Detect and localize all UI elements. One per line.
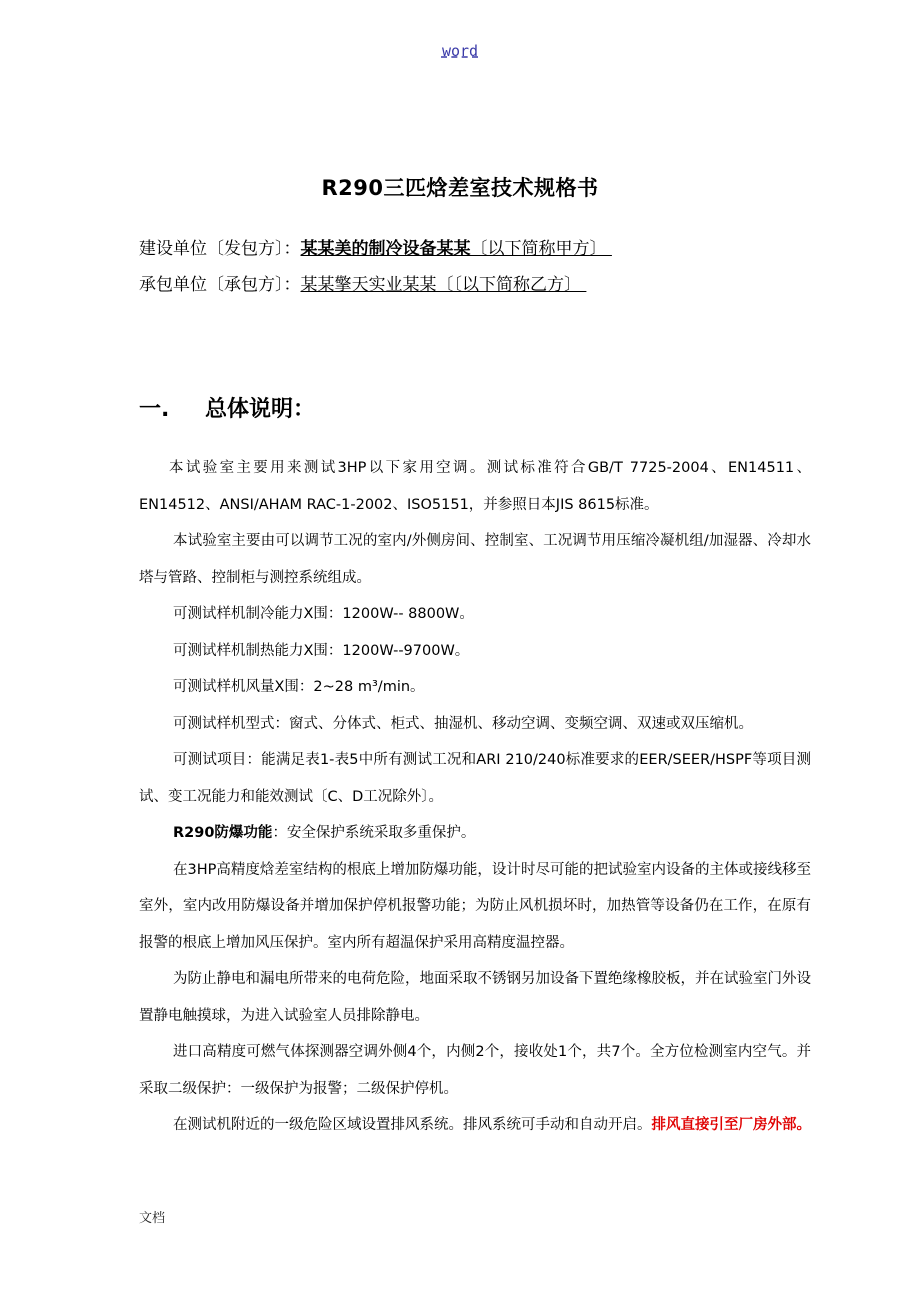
party-b-line [139,270,586,295]
section-title: 总体说明： [205,397,316,422]
paragraph: 为防止静电和漏电所带来的电荷危险，地面采取不锈钢另加设备下置绝缘橡胶板，并在试验室门外设置静电触摸球，为进入试验室人员排除静电。 [139,971,811,1024]
section-number: 一. [139,397,170,422]
section-heading [139,392,315,423]
party-a-name: 某某美的制冷设备某某 [300,239,471,259]
r290-text: ：安全保护系统采取多重保护。 [272,825,476,841]
party-a-value [301,239,612,259]
paragraph: 可测试样机制冷能力X围：1200W-- 8800W。 [173,606,474,622]
paragraph: 本试验室主要用来测试3HP以下家用空调。测试标准符合GB/T 7725-2004、EN14511、EN14512、ANSI/AHAM RAC-1-2002、ISO5151，并参照日本JIS 8615标准。 [139,460,811,513]
party-b-label: 承包单位〔承包方〕： [139,275,301,295]
header-word-link[interactable]: word [441,42,479,60]
exhaust-text: 在测试机附近的一级危险区域设置排风系统。排风系统可手动和自动开启。 [173,1117,652,1133]
r290-paragraph [139,815,811,852]
party-a-label: 建设单位〔发包方〕： [139,239,301,259]
paragraph: 进口高精度可燃气体探测器空调外侧4个，内侧2个，接收处1个，共7个。全方位检测室内空气。并采取二级保护：一级保护为报警；二级保护停机。 [139,1044,811,1097]
paragraph: 本试验室主要由可以调节工况的室内/外侧房间、控制室、工况调节用压缩冷凝机组/加湿器、冷却水塔与管路、控制柜与测控系统组成。 [139,533,811,586]
body-text [139,450,811,1144]
r290-label: R290防爆功能 [173,825,273,841]
exhaust-highlight: 排风直接引至厂房外部。 [651,1117,811,1133]
paragraph: 可测试项目：能满足表1-表5中所有测试工况和ARI 210/240标准要求的EER/SEER/HSPF等项目测试、变工况能力和能效测试〔C、D工况除外〕。 [139,752,811,805]
footer-label: 文档 [139,1211,166,1226]
exhaust-paragraph [139,1107,811,1144]
party-b-value: 某某擎天实业某某〔〔以下简称乙方〕 [300,275,581,295]
paragraph: 可测试样机制热能力X围：1200W--9700W。 [173,642,470,659]
paragraph: 可测试样机型式：窗式、分体式、柜式、抽湿机、移动空调、变频空调、双速或双压缩机。 [173,715,753,732]
document-title: R290三匹焓差室技术规格书 [321,176,599,200]
party-a-note: 〔以下简称甲方〕 [470,239,607,259]
paragraph: 可测试样机风量X围：2~28 m³/min。 [173,679,425,695]
party-a-line [139,234,612,259]
paragraph: 在3HP高精度焓差室结构的根底上增加防爆功能，设计时尽可能的把试验室内设备的主体或接线移至室外，室内改用防爆设备并增加保护停机报警功能；为防止风机损坏时，加热管等设备仍在工作，在原有报警的根底上增加风压保护。室内所有超温保护采用高精度温控器。 [139,861,811,951]
